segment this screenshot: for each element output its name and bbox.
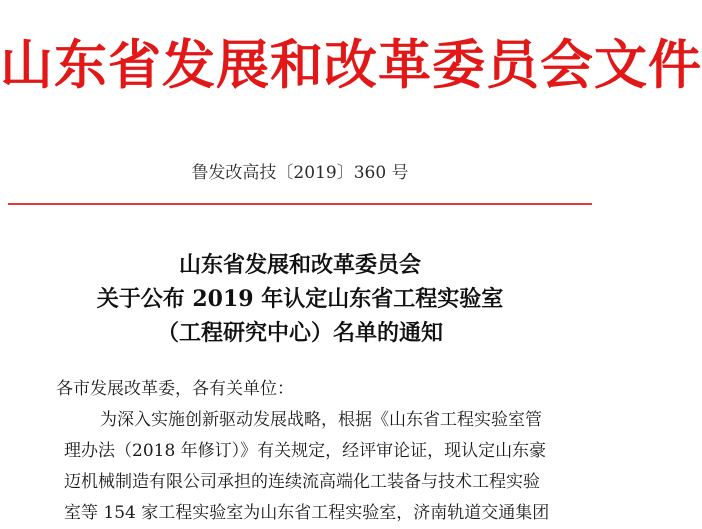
notice-title-line: 山东省发展和改革委员会	[178, 252, 421, 278]
notice-title-line: 关于公布 2019 年认定山东省工程实验室	[96, 286, 504, 312]
body-line: 为深入实施创新驱动发展战略，根据《山东省工程实验室管	[100, 410, 542, 430]
document-body	[56, 374, 564, 529]
body-line: 理办法（2018 年修订）》有关规定，经评审论证，现认定山东豪	[64, 441, 547, 461]
body-line: 迈机械制造有限公司承担的连续流高端化工装备与技术工程实验	[64, 472, 540, 492]
body-line: 室等 154 家工程实验室为山东省工程实验室，济南轨道交通集团	[64, 503, 550, 523]
document-header-title: 山东省发展和改革委员会文件	[0, 34, 702, 96]
salutation: 各市发展改革委，各有关单位：	[56, 379, 294, 399]
document-number: 鲁发改高技〔2019〕360 号	[191, 163, 409, 183]
header-divider	[8, 203, 592, 205]
notice-title	[0, 248, 600, 350]
notice-title-line: （工程研究中心）名单的通知	[156, 320, 443, 346]
